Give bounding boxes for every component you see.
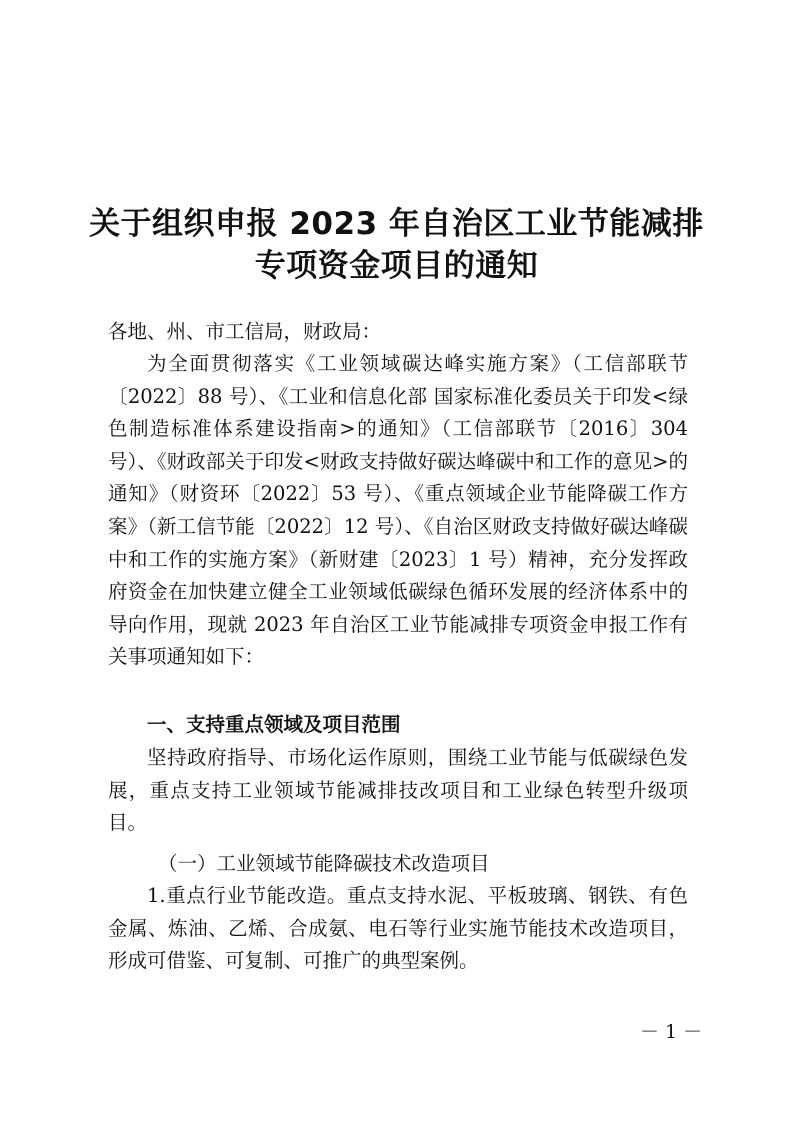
section-heading-1: 一、支持重点领域及项目范围 (147, 713, 401, 736)
subsection-heading-1: （一）工业领域节能降碳技术改造项目 (158, 852, 490, 875)
salutation: 各地、州、市工信局，财政局： (108, 320, 382, 343)
page-number: － 1 － (640, 1021, 703, 1043)
paragraph-intro: 为全面贯彻落实《工业领域碳达峰实施方案》（工信部联节〔2022〕88 号）、《工业和信息化部 国家标准化委员关于印发<绿色制造标准体系建设指南>的通知》（工信部联节〔2016〕304 号）、《财政部关于印发<财政支持做好碳达峰碳中和工作的意见>的通知》（财资环〔2022〕53 号）、《重点领域企业节能降碳工作方案》（新工信节能〔2022〕12 号）、《自治区财政支持做好碳达峰碳中和工作的实施方案》（新财建〔2023〕1 号）精神，充分发挥政府资金在加快建立健全工业领域低碳绿色循环发展的经济体系中的导向作用，现就 2023 年自治区工业节能减排专项资金申报工作有关事项通知如下： (108, 352, 688, 669)
document-title-line-2: 专项资金项目的通知 (254, 248, 539, 284)
document-title-line-1: 关于组织申报 2023 年自治区工业节能减排 (89, 206, 704, 242)
paragraph-principle: 坚持政府指导、市场化运作原则，围绕工业节能与低碳绿色发展，重点支持工业领域节能减排技改项目和工业绿色转型升级项目。 (108, 746, 688, 835)
paragraph-industry-retrofit: 1.重点行业节能改造。重点支持水泥、平板玻璃、钢铁、有色金属、炼油、乙烯、合成氨、电石等行业实施节能技术改造项目，形成可借鉴、可复制、可推广的典型案例。 (108, 884, 688, 973)
